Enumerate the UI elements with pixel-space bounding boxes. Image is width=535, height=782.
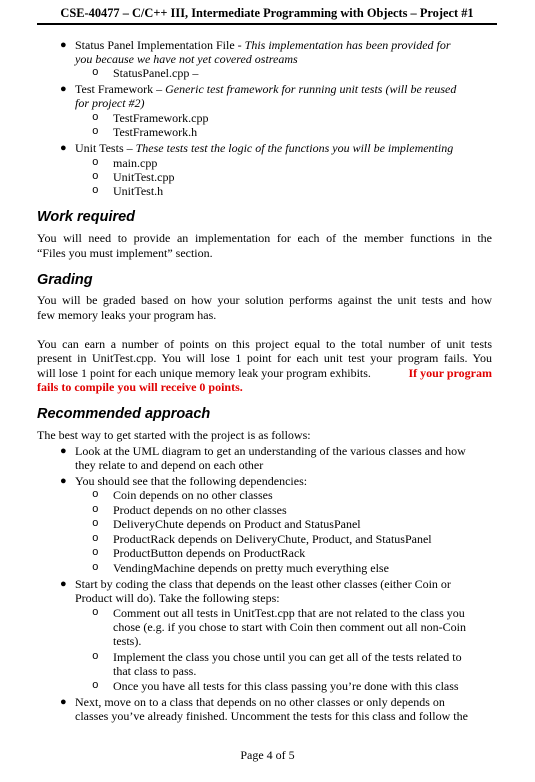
list-item-continuation: they relate to and depend on each other: [75, 458, 264, 472]
file-name: UnitTest.h: [113, 184, 164, 198]
bullet-circle-icon: o: [92, 67, 99, 79]
file-name: UnitTest.cpp: [113, 170, 175, 184]
bullet-circle-icon: o: [92, 157, 99, 169]
paragraph-line: few memory leaks your program has.: [37, 308, 217, 322]
bullet-circle-icon: o: [92, 607, 99, 619]
page-number: Page 4 of 5: [240, 748, 295, 762]
warning-text: fails to compile you will receive 0 points.: [37, 380, 243, 394]
dependency-item: Product depends on no other classes: [113, 503, 287, 517]
file-name: StatusPanel.cpp –: [113, 66, 199, 80]
list-item: You should see that the following dependencies:: [75, 474, 308, 488]
paragraph-line: present in UnitTest.cpp. You will lose 1 point for each unit test your program fails. You: [37, 351, 492, 365]
step-item-continuation: that class to pass.: [113, 664, 197, 678]
bullet-circle-icon: o: [92, 547, 99, 559]
bullet-circle-icon: o: [92, 171, 99, 183]
warning-text: If your program: [408, 366, 492, 380]
file-name: TestFramework.cpp: [113, 111, 209, 125]
section-heading-recommended-approach: Recommended approach: [37, 406, 211, 422]
paragraph-line: The best way to get started with the project is as follows:: [37, 428, 311, 442]
paragraph-line: “Files you must implement” section.: [37, 246, 213, 260]
list-item-continuation: Product will do). Take the following steps:: [75, 591, 280, 605]
step-item: Once you have all tests for this class passing you’re done with this class: [113, 679, 459, 693]
step-item-continuation: tests).: [113, 634, 142, 648]
list-item: Start by coding the class that depends on the least other classes (either Coin or: [75, 577, 451, 591]
list-item: Unit Tests – These tests test the logic of the functions you will be implementing: [75, 141, 454, 155]
list-item: Test Framework – Generic test framework for running unit tests (will be reused: [75, 82, 457, 96]
bullet-circle-icon: o: [92, 126, 99, 138]
paragraph-line: You can earn a number of points on this project equal to the total number of unit tests: [37, 337, 492, 351]
paragraph-line: You will be graded based on how your solution performs against the unit tests and how: [37, 293, 492, 307]
list-item: Look at the UML diagram to get an understanding of the various classes and how: [75, 444, 466, 458]
bullet-circle-icon: o: [92, 112, 99, 124]
step-item: Implement the class you chose until you can get all of the tests related to: [113, 650, 462, 664]
dependency-item: Coin depends on no other classes: [113, 488, 273, 502]
list-item-continuation: for project #2): [75, 96, 145, 110]
list-item-continuation: you because we have not yet covered ostreams: [75, 52, 298, 66]
page-header: CSE-40477 – C/C++ III, Intermediate Programming with Objects – Project #1: [60, 6, 474, 20]
header-rule: [37, 23, 497, 25]
bullet-disc-icon: ●: [60, 83, 67, 95]
dependency-item: ProductButton depends on ProductRack: [113, 546, 306, 560]
paragraph-line: You will need to provide an implementation for each of the member functions in the: [37, 231, 492, 245]
bullet-disc-icon: ●: [60, 445, 67, 457]
bullet-circle-icon: o: [92, 562, 99, 574]
bullet-circle-icon: o: [92, 489, 99, 501]
file-name: main.cpp: [113, 156, 158, 170]
bullet-disc-icon: ●: [60, 578, 67, 590]
list-item-continuation: classes you’ve already finished. Uncomment the tests for this class and follow the: [75, 709, 468, 723]
dependency-item: ProductRack depends on DeliveryChute, Product, and StatusPanel: [113, 532, 432, 546]
dependency-item: VendingMachine depends on pretty much everything else: [113, 561, 389, 575]
step-item-continuation: chose (e.g. if you chose to start with Coin then comment out all non-Coin: [113, 620, 466, 634]
bullet-circle-icon: o: [92, 518, 99, 530]
dependency-item: DeliveryChute depends on Product and StatusPanel: [113, 517, 361, 531]
section-heading-grading: Grading: [37, 272, 93, 288]
bullet-disc-icon: ●: [60, 696, 67, 708]
list-item: Next, move on to a class that depends on no other classes or only depends on: [75, 695, 445, 709]
bullet-circle-icon: o: [92, 651, 99, 663]
paragraph-line: will lose 1 point for each unique memory leak your program exhibits. If your program: [37, 366, 492, 380]
step-item: Comment out all tests in UnitTest.cpp that are not related to the class you: [113, 606, 465, 620]
bullet-disc-icon: ●: [60, 39, 67, 51]
bullet-disc-icon: ●: [60, 142, 67, 154]
bullet-disc-icon: ●: [60, 475, 67, 487]
bullet-circle-icon: o: [92, 680, 99, 692]
list-item: Status Panel Implementation File - This implementation has been provided for: [75, 38, 451, 52]
bullet-circle-icon: o: [92, 533, 99, 545]
file-name: TestFramework.h: [113, 125, 198, 139]
section-heading-work-required: Work required: [37, 209, 136, 225]
bullet-circle-icon: o: [92, 504, 99, 516]
bullet-circle-icon: o: [92, 185, 99, 197]
